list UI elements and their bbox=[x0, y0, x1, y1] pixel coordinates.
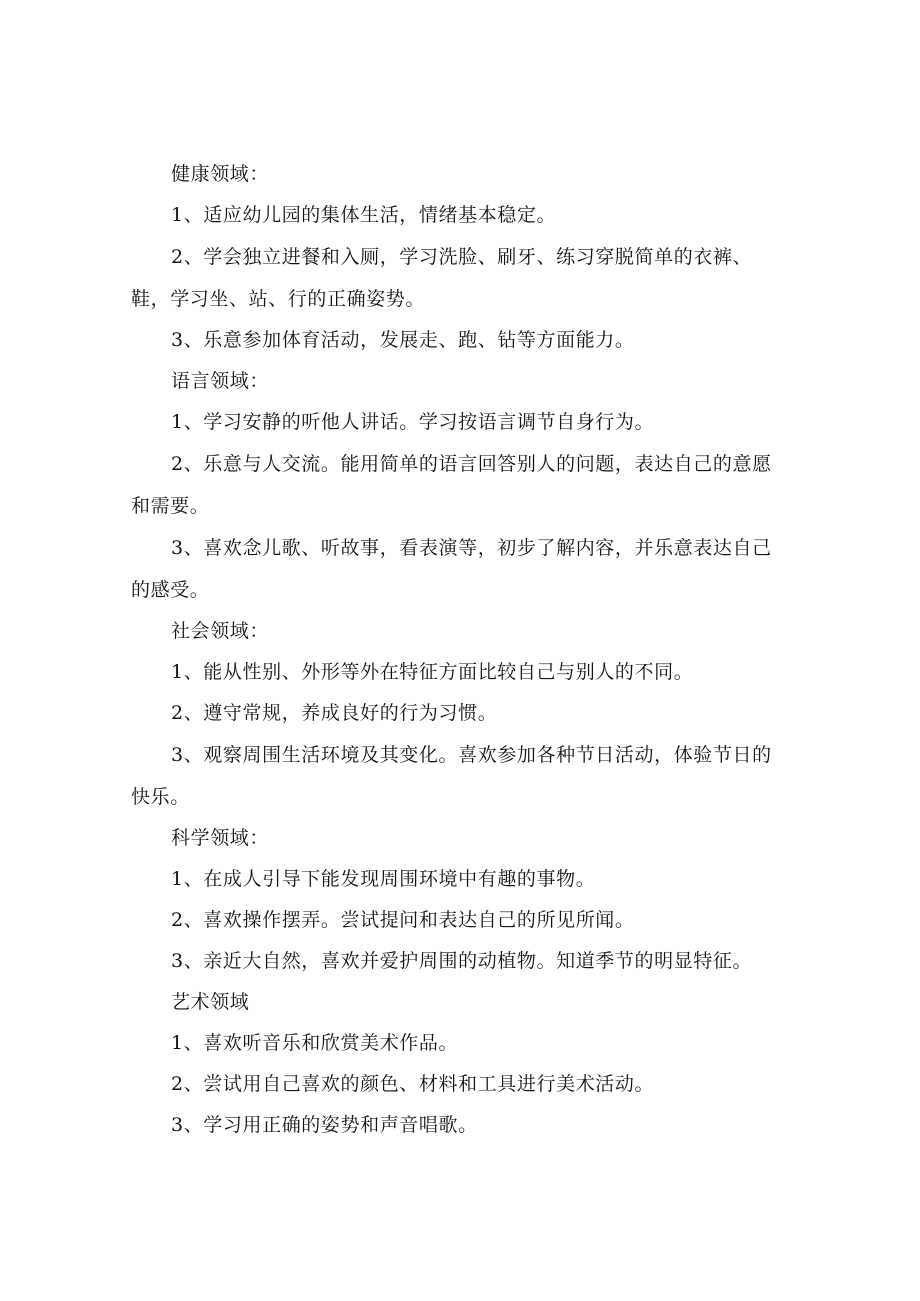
science-item-1: 1、在成人引导下能发现周围环境中有趣的事物。 bbox=[171, 868, 596, 890]
health-item-3: 3、乐意参加体育活动，发展走、跑、钻等方面能力。 bbox=[171, 329, 635, 351]
section-heading-social: 社会领域： bbox=[171, 620, 270, 642]
social-item-1: 1、能从性别、外形等外在特征方面比较自己与别人的不同。 bbox=[171, 661, 694, 683]
art-item-2: 2、尝试用自己喜欢的颜色、材料和工具进行美术活动。 bbox=[171, 1073, 655, 1095]
language-item-1: 1、学习安静的听他人讲话。学习按语言调节自身行为。 bbox=[171, 411, 655, 433]
section-social bbox=[131, 611, 791, 818]
section-heading-language: 语言领域： bbox=[171, 370, 270, 392]
social-item-3: 3、观察周围生活环境及其变化。喜欢参加各种节日活动，体验节日的快乐。 bbox=[131, 744, 772, 808]
section-health bbox=[131, 154, 791, 361]
section-heading-health: 健康领域： bbox=[171, 163, 270, 185]
art-item-1: 1、喜欢听音乐和欣赏美术作品。 bbox=[171, 1032, 459, 1054]
section-heading-science: 科学领域： bbox=[171, 827, 270, 849]
art-item-3: 3、学习用正确的姿势和声音唱歌。 bbox=[171, 1114, 478, 1136]
section-science bbox=[131, 818, 791, 982]
science-item-3: 3、亲近大自然，喜欢并爱护周围的动植物。知道季节的明显特征。 bbox=[171, 950, 753, 972]
health-item-1: 1、适应幼儿园的集体生活，情绪基本稳定。 bbox=[171, 204, 557, 226]
section-art bbox=[131, 982, 791, 1146]
language-item-3: 3、喜欢念儿歌、听故事，看表演等，初步了解内容，并乐意表达自己的感受。 bbox=[131, 537, 772, 601]
document-body bbox=[131, 154, 791, 1146]
health-item-2: 2、学会独立进餐和入厕，学习洗脸、刷牙、练习穿脱简单的衣裤、鞋，学习坐、站、行的正确姿势。 bbox=[131, 246, 753, 310]
section-heading-art: 艺术领域 bbox=[171, 991, 250, 1013]
language-item-2: 2、乐意与人交流。能用简单的语言回答别人的问题，表达自己的意愿和需要。 bbox=[131, 453, 772, 517]
science-item-2: 2、喜欢操作摆弄。尝试提问和表达自己的所见所闻。 bbox=[171, 909, 635, 931]
social-item-2: 2、遵守常规，养成良好的行为习惯。 bbox=[171, 702, 498, 724]
section-language bbox=[131, 361, 791, 611]
